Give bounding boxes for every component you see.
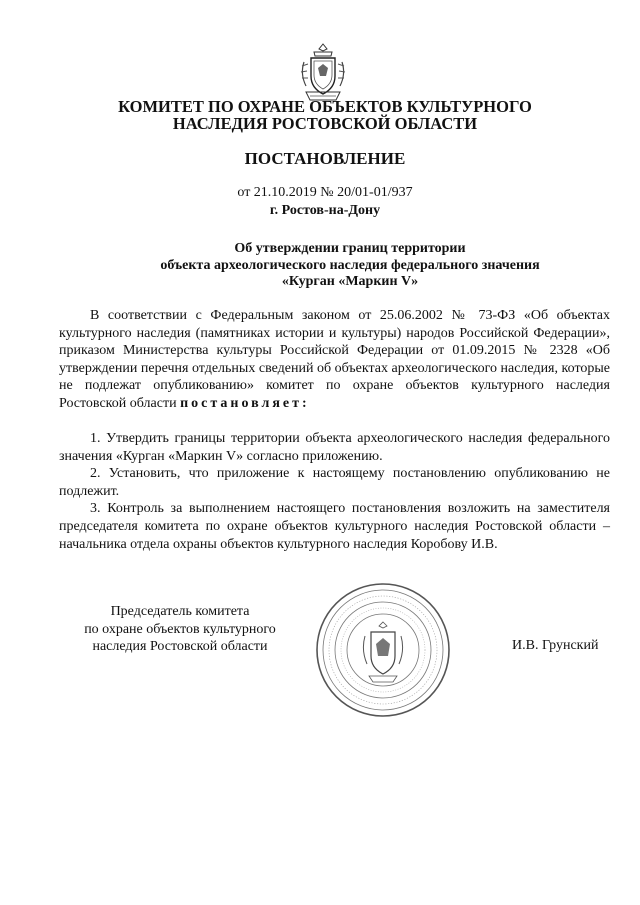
resolution-item: 2. Установить, что приложение к настоящему постановлению опубликованию не подлежит. [59,466,610,499]
decree-word: постановляет: [180,395,310,411]
committee-name-line: КОМИТЕТ ПО ОХРАНЕ ОБЪЕКТОВ КУЛЬТУРНОГО [118,97,532,116]
resolution-items [59,430,610,553]
signatory-name: И.В. Грунский [512,638,599,653]
subject-line: Об утверждении границ территории [234,241,466,256]
resolution-item: 3. Контроль за выполнением настоящего постановления возложить на заместителя председателя комитета по охране объектов культурного наследия Ростовской области – начальника отдела охраны объектов культурного наследия Коробову И.В. [59,501,610,552]
signatory-position-line: Председатель комитета [110,604,250,619]
document-date-number: от 21.10.2019 № 20/01-01/937 [237,185,413,200]
committee-name [40,98,610,132]
signatory-position-line: наследия Ростовской области [92,639,268,654]
document-city: г. Ростов-на-Дону [269,203,381,218]
intro-text: В соответствии с Федеральным законом от 25.06.2002 № 73-ФЗ «Об объектах культурного наследия (памятниках истории и культуры) народов Российской Федерации», приказом Министерства культуры Российской Федерации от 01.09.2015 № 2328 «Об утверждении перечня отдельных сведений об объектах археологического наследия, которые не подлежат опубликованию» комитет по охране объектов культурного наследия Ростовской области [59,308,610,411]
signatory-position [60,603,300,656]
rostov-coat-of-arms-icon [296,42,350,104]
subject-line: «Курган «Маркин V» [281,274,419,290]
resolution-item: 1. Утвердить границы территории объекта археологического наследия федерального значения «Курган «Маркин V» согласно приложению. [59,431,610,464]
document-subject [60,241,640,291]
subject-line: объекта археологического наследия федерального значения [160,257,540,273]
committee-name-line: НАСЛЕДИЯ РОСТОВСКОЙ ОБЛАСТИ [172,114,478,133]
intro-paragraph [59,307,610,413]
document-type: ПОСТАНОВЛЕНИЕ [244,149,406,168]
signatory-position-line: по охране объектов культурного [84,621,276,637]
official-seal-icon [313,580,453,720]
